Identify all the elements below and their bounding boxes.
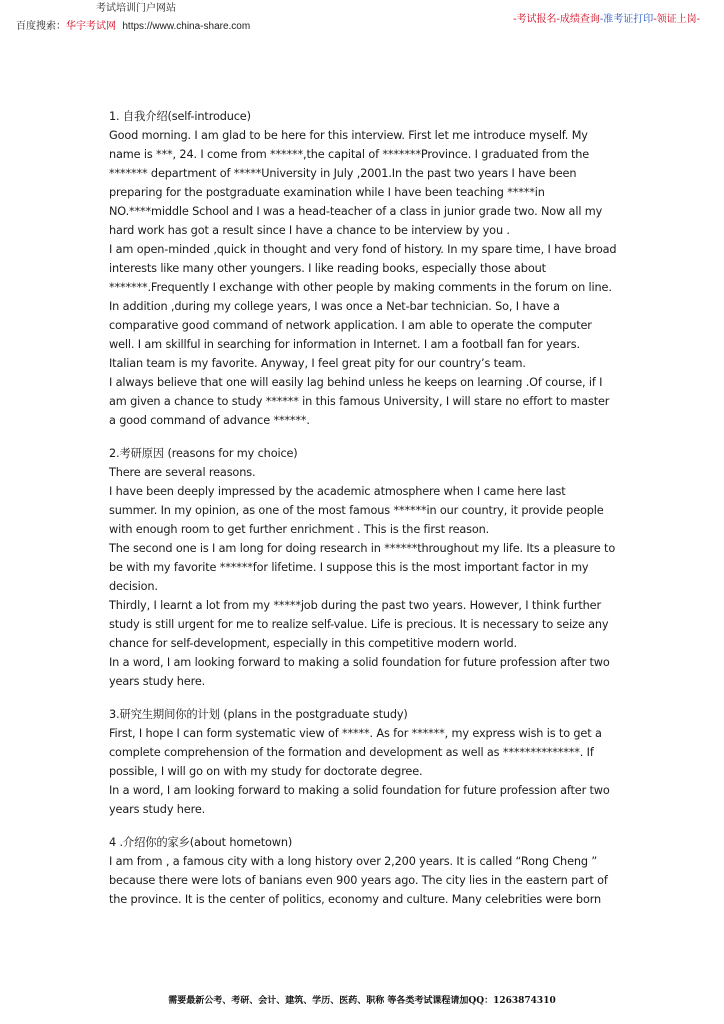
site-title: 考试培训门户网站 bbox=[96, 3, 176, 14]
paragraph: I am open-minded ,quick in thought and very fond of history. In my spare time, I have broad interests like many other youngers. I like reading books, especially those about *******.Frequently I exchange with other people by making comments in the forum on line. In addition ,during my college years, I was once a Net-bar technician. So, I have a comparative good command of network application. I am able to operate the computer well. I am skillful in searching for information in Internet. I am a football fan for years. Italian team is my favorite. Anyway, I feel great pity for our country’s team. bbox=[109, 243, 617, 370]
document-body bbox=[109, 107, 617, 909]
paragraph: First, I hope I can form systematic view of *****. As for ******, my express wish is to get a complete comprehension of the formation and development as well as **************. If possible, I will go on with my study for doctorate degree. bbox=[109, 727, 602, 778]
paragraph: The second one is I am long for doing research in ******throughout my life. Its a pleasure to be with my favorite ******for lifetime. I suppose this is the most important factor in my decision. bbox=[109, 542, 616, 593]
link-exam-registration[interactable]: -考试报名 bbox=[513, 14, 557, 25]
section-title: 2.考研原因 (reasons for my choice) bbox=[109, 447, 298, 460]
paragraph: I always believe that one will easily lag behind unless he keeps on learning .Of course, if I am given a chance to study ****** in this famous University, I will stare no effort to master a good command of advance ******. bbox=[109, 376, 610, 427]
page-footer: 需要最新公考、考研、会计、建筑、学历、医药、职称 等各类考试课程请加QQ：1263874310 bbox=[168, 996, 556, 1006]
paragraph: There are several reasons. bbox=[109, 466, 256, 479]
brand-link[interactable]: 华宇考试网 bbox=[66, 21, 116, 32]
site-url[interactable]: https://www.china-share.com bbox=[122, 21, 251, 32]
paragraph: In a word, I am looking forward to making a solid foundation for future profession after two years study here. bbox=[109, 784, 610, 816]
page-header-left bbox=[16, 2, 250, 34]
paragraph: Thirdly, I learnt a lot from my *****job during the past two years. However, I think further study is still urgent for me to realize self-value. Life is precious. It is necessary to seize any chance for self-development, especially in this competitive modern world. bbox=[109, 599, 609, 650]
paragraph: I am from , a famous city with a long history over 2,200 years. It is called “Rong Cheng ” because there were lots of banians even 900 years ago. The city lies in the eastern part of the province. It is the center of politics, economy and culture. Many celebrities were born bbox=[109, 855, 608, 906]
section-title: 3.研究生期间你的计划 (plans in the postgraduate study) bbox=[109, 708, 408, 721]
paragraph: Good morning. I am glad to be here for this interview. First let me introduce myself. My name is ***, 24. I come from ******,the capital of *******Province. I graduated from the ******* department of *****University in July ,2001.In the past two years I have been preparing for the postgraduate examination while I have been teaching *****in NO.****middle School and I was a head-teacher of a class in junior grade two. Now all my hard work has got a result since I have a chance to be interview by you . bbox=[109, 129, 603, 237]
section-title: 4 .介绍你的家乡(about hometown) bbox=[109, 836, 293, 849]
section-title: 1. 自我介绍(self-introduce) bbox=[109, 110, 251, 123]
link-certificate[interactable]: -领证上岗- bbox=[653, 14, 700, 25]
paragraph: In a word, I am looking forward to making a solid foundation for future profession after two years study here. bbox=[109, 656, 610, 688]
page-header-links bbox=[513, 10, 700, 25]
link-admission-ticket[interactable]: -准考证打印 bbox=[599, 14, 654, 25]
link-score-query[interactable]: -成绩查询 bbox=[556, 14, 600, 25]
paragraph: I have been deeply impressed by the academic atmosphere when I came here last summer. In my opinion, as one of the most famous ******in our country, it provide people with enough room to get further enrichment . This is the first reason. bbox=[109, 485, 604, 536]
search-label: 百度搜索： bbox=[16, 21, 66, 32]
